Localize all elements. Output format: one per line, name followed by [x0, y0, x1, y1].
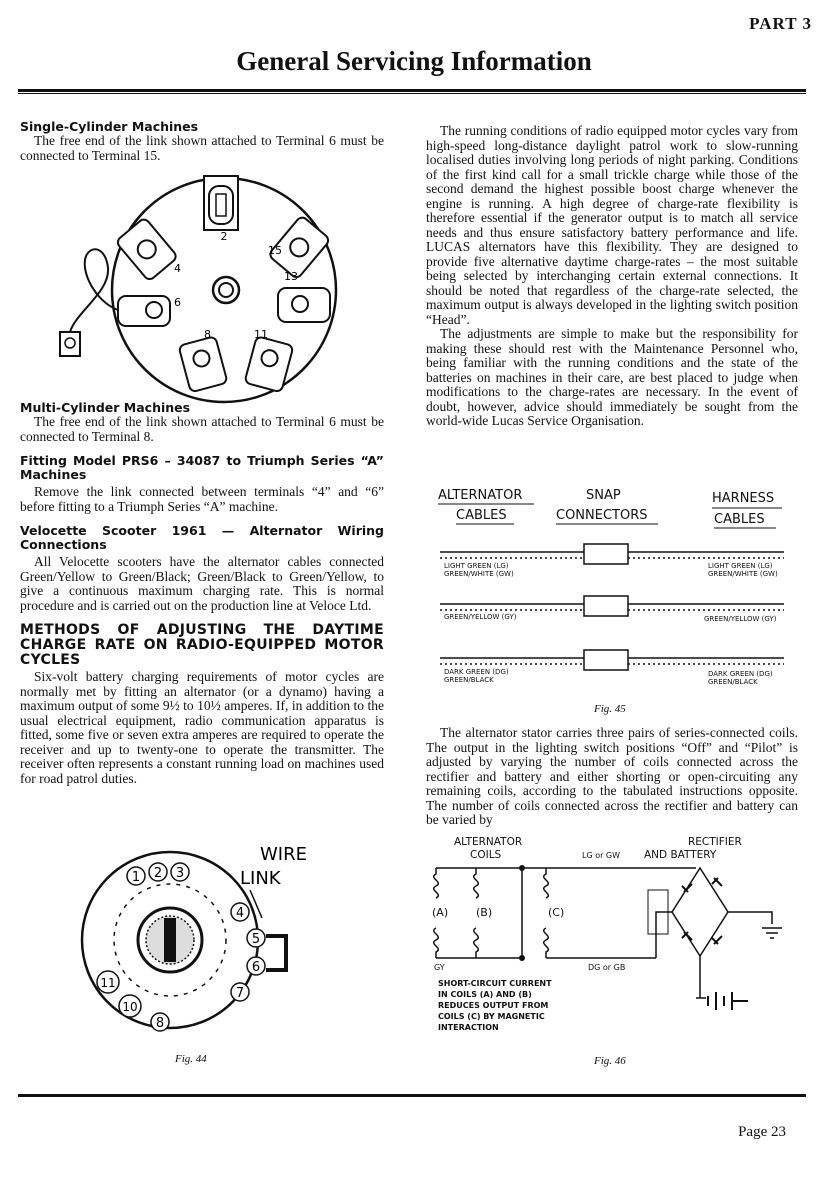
fig45 [426, 488, 798, 718]
fig44-terminal-1: 1 [131, 870, 141, 885]
fig45-harness-header-1: HARNESS [712, 491, 775, 506]
para-single-cylinder: The free end of the link shown attached to Terminal 6 must be connected to Terminal 15. [20, 133, 384, 163]
para-multi-cylinder: The free end of the link shown attached to Terminal 6 must be connected to Terminal 8. [20, 414, 384, 444]
fig46 [426, 836, 798, 1046]
heading-single-cylinder: Single-Cylinder Machines [20, 119, 199, 134]
para-adjustments: The adjustments are simple to make but the responsibility for making these should rest with the Maintenance Personnel who, being familiar with the running conditions and the state of the batteries on machines in their care, are best placed to judge when modifications to the charge-rates are necessary. In the event of doubt, however, advice should immediately be sought from the world-wide Lucas Service Organisation. [426, 326, 798, 428]
fig44-terminal-8: 8 [155, 1016, 165, 1031]
fig44-terminal-5: 5 [251, 932, 261, 947]
fig44-terminal-7: 7 [235, 986, 245, 1001]
fig46-coil-c: (C) [548, 906, 565, 919]
fig45-row1-right: LIGHT GREEN (LG) GREEN/WHITE (GW) [708, 562, 778, 578]
fig46-alt-label-1: ALTERNATOR [454, 836, 523, 848]
fig43-terminal-4: 4 [174, 262, 181, 275]
right-column-mid [426, 726, 798, 828]
fig45-row3-left: DARK GREEN (DG) GREEN/BLACK [444, 668, 509, 684]
fig45-snap-header-1: SNAP [586, 488, 621, 503]
fig44-terminal-2: 2 [153, 866, 163, 881]
fig46-note: SHORT-CIRCUIT CURRENT IN COILS (A) AND (B) REDUCES OUTPUT FROM COILS (C) BY MAGNETIC INTERACTION [438, 979, 552, 1032]
stator-diagram-fig43 [56, 172, 356, 404]
fig46-rect-label-1: RECTIFIER [688, 836, 742, 848]
fig44-terminal-6: 6 [251, 960, 261, 975]
fig45-harness-header-2: CABLES [714, 512, 765, 527]
fig44-terminal-4: 4 [235, 906, 245, 921]
para-velocette: All Velocette scooters have the alternator cables connected Green/Yellow to Green/Black; Green/Black to Green/Yellow, to give a continuous maximum charging rate. This is normal procedure and is carried out on the production line at Veloce Ltd. [20, 554, 384, 613]
fig46-rect-label-2: AND BATTERY [644, 849, 717, 861]
para-stator-coils: The alternator stator carries three pairs of series-connected coils. The output in the lighting switch positions “Off” and “Pilot” is adjusted by varying the number of coils connected across the rectifier and battery and either shorting or open-circuiting any remaining coils, according to the tabulated instructions opposite. The number of coils connected across the rectifier and battery can be varied by [426, 725, 798, 827]
fig45-row2-left: GREEN/YELLOW (GY) [444, 613, 517, 621]
fig45-alt-header-2: CABLES [456, 508, 507, 523]
page-number: Page 23 [738, 1124, 786, 1140]
fig45-alt-header-1: ALTERNATOR [438, 488, 523, 503]
fig45-row2-right: GREEN/YELLOW (GY) [704, 615, 777, 623]
fig46-gy: GY [434, 963, 445, 972]
fig46-alt-label-2: COILS [470, 849, 502, 861]
left-column-mid [20, 401, 384, 786]
fig46-lg-gw: LG or GW [582, 851, 621, 860]
left-column-top [20, 120, 384, 163]
fig43-terminal-13: 13 [284, 270, 298, 283]
fig45-snap-header-2: CONNECTORS [556, 508, 648, 523]
fig45-row3-right: DARK GREEN (DG) GREEN/BLACK [708, 670, 773, 686]
fig44-terminal-11: 11 [100, 976, 116, 990]
fig46-caption: Fig. 46 [594, 1055, 626, 1067]
heading-velocette: Velocette Scooter 1961 — Alternator Wiring Connections [20, 523, 384, 552]
fig43-terminal-6: 6 [174, 296, 181, 309]
fig43-terminal-11: 11 [254, 328, 268, 341]
top-rule-thin [18, 93, 806, 94]
para-methods: Six-volt battery charging requirements of motor cycles are normally met by fitting an alternator (or a dynamo) having a maximum output of some 9½ to 10½ amperes. If, in addition to the usual electrical equipment, radio communication apparatus is fitted, some five or seven extra amperes are required to operate the receiver and up to twenty-one to operate the transmitter. The receiver often represents a constant running load on machines used for road patrol duties. [20, 669, 384, 786]
heading-prs6: Fitting Model PRS6 – 34087 to Triumph Series “A” Machines [20, 453, 384, 482]
part-label: PART 3 [749, 14, 812, 33]
fig44-caption: Fig. 44 [175, 1053, 207, 1065]
fig44-terminal-3: 3 [175, 866, 185, 881]
fig43-terminal-2: 2 [220, 230, 228, 243]
right-column-top [426, 124, 798, 429]
fig46-dg-gb: DG or GB [588, 963, 626, 972]
fig46-coil-b: (B) [476, 906, 493, 919]
fig45-caption: Fig. 45 [594, 703, 626, 715]
fig46-coil-a: (A) [432, 906, 449, 919]
top-rule [18, 89, 806, 92]
page-title: General Servicing Information [236, 46, 592, 76]
fig45-row1-left: LIGHT GREEN (LG) GREEN/WHITE (GW) [444, 562, 514, 578]
heading-multi-cylinder: Multi-Cylinder Machines [20, 400, 191, 415]
bottom-rule [18, 1094, 806, 1097]
wire-label: WIRE [260, 844, 307, 865]
link-label: LINK [240, 868, 281, 889]
wire-link-diagram-fig44 [80, 840, 340, 1045]
fig43-terminal-15: 15 [268, 244, 282, 257]
heading-methods: METHODS OF ADJUSTING THE DAYTIME CHARGE RATE ON RADIO-EQUIPPED MOTOR CYCLES [20, 622, 384, 668]
fig43-terminal-8: 8 [204, 328, 211, 341]
para-prs6: Remove the link connected between terminals “4” and “6” before fitting to a Triumph Series “A” machine. [20, 484, 384, 514]
fig44-terminal-10: 10 [122, 1000, 138, 1014]
para-running-conditions: The running conditions of radio equipped motor cycles vary from high-speed long-distance daylight patrol work to slow-running localised duties involving long periods of night parking. Conditions of the first kind call for a small trickle charge while those of the second demand the highest possible boost charge whenever the engine is running. A high degree of charge-rate flexibility is therefore essential if the generator output is to match all service needs and thus ensure satisfactory battery performance and life. LUCAS alternators have this flexibility. They are designed to provide five alternative daytime charge-rates – the most suitable being selected by interchanging certain external connections. It should be noted that regardless of the charge-rate selected, the maximum output is always developed in the lighting switch position “Head”. [426, 123, 798, 327]
